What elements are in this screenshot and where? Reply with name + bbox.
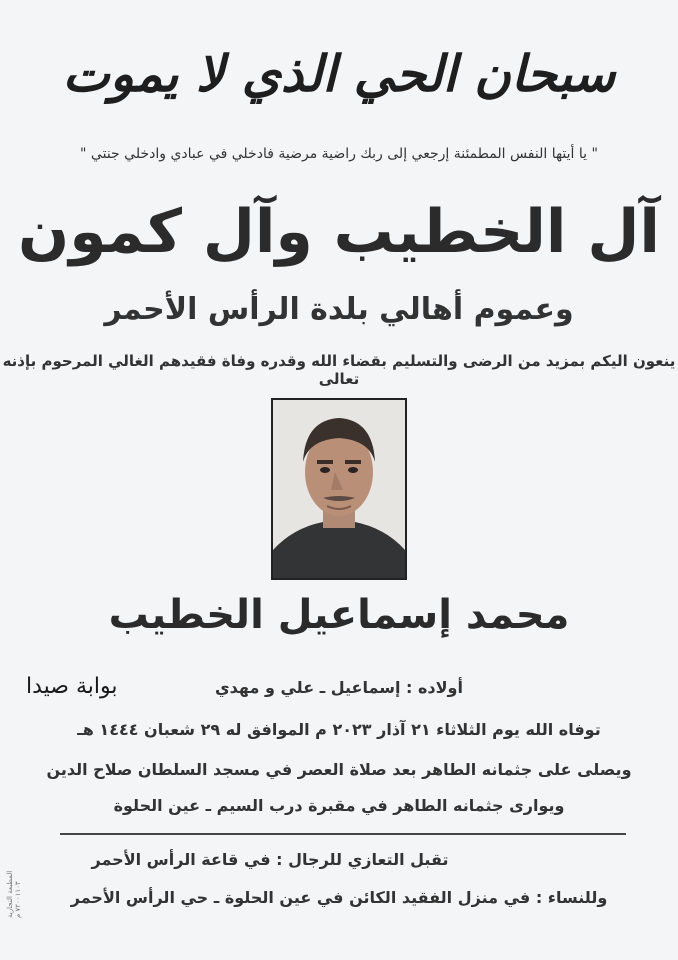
- families-title: آل الخطيب وآل كمون: [18, 197, 660, 267]
- condolences-women: وللنساء : في منزل الفقيد الكائن في عين الحلوة ـ حي الرأس الأحمر: [70, 888, 608, 907]
- calligraphy-heading: سبحان الحي الذي لا يموت: [62, 44, 616, 103]
- burial-line: ويوارى جثمانه الطاهر في مقبرة درب السيم ـ عين الحلوة: [113, 796, 565, 815]
- deceased-photo: [271, 398, 407, 580]
- children-line: أولاده : إسماعيل ـ علي و مهدي: [215, 678, 463, 697]
- quran-verse: " يا أيتها النفس المطمئنة إرجعي إلى ربك راضية مرضية فادخلي في عبادي وادخلي جنتي ": [80, 146, 598, 162]
- prayer-line: ويصلى على جثمانه الطاهر بعد صلاة العصر في مسجد السلطان صلاح الدين: [46, 760, 632, 779]
- announcement-text: ينعون اليكم بمزيد من الرضى والتسليم بقضاء الله وقدره وفاة فقيدهم الغالي المرحوم بإذنه تعالى: [2, 352, 676, 388]
- printer-note: المطبعة التجارية ٧٢٠٠١١٠٣ م: [6, 870, 22, 918]
- death-date-line: توفاه الله يوم الثلاثاء ٢١ آذار ٢٠٢٣ م الموافق له ٢٩ شعبان ١٤٤٤ هـ: [77, 720, 601, 739]
- portrait-illustration: [273, 400, 405, 578]
- divider: [60, 833, 626, 835]
- watermark-text: بوابة صيدا: [26, 674, 118, 699]
- condolences-men: تقبل التعازي للرجال : في قاعة الرأس الأحمر: [91, 850, 449, 869]
- deceased-name: محمد إسماعيل الخطيب: [108, 592, 570, 638]
- families-subtitle: وعموم أهالي بلدة الرأس الأحمر: [104, 292, 574, 327]
